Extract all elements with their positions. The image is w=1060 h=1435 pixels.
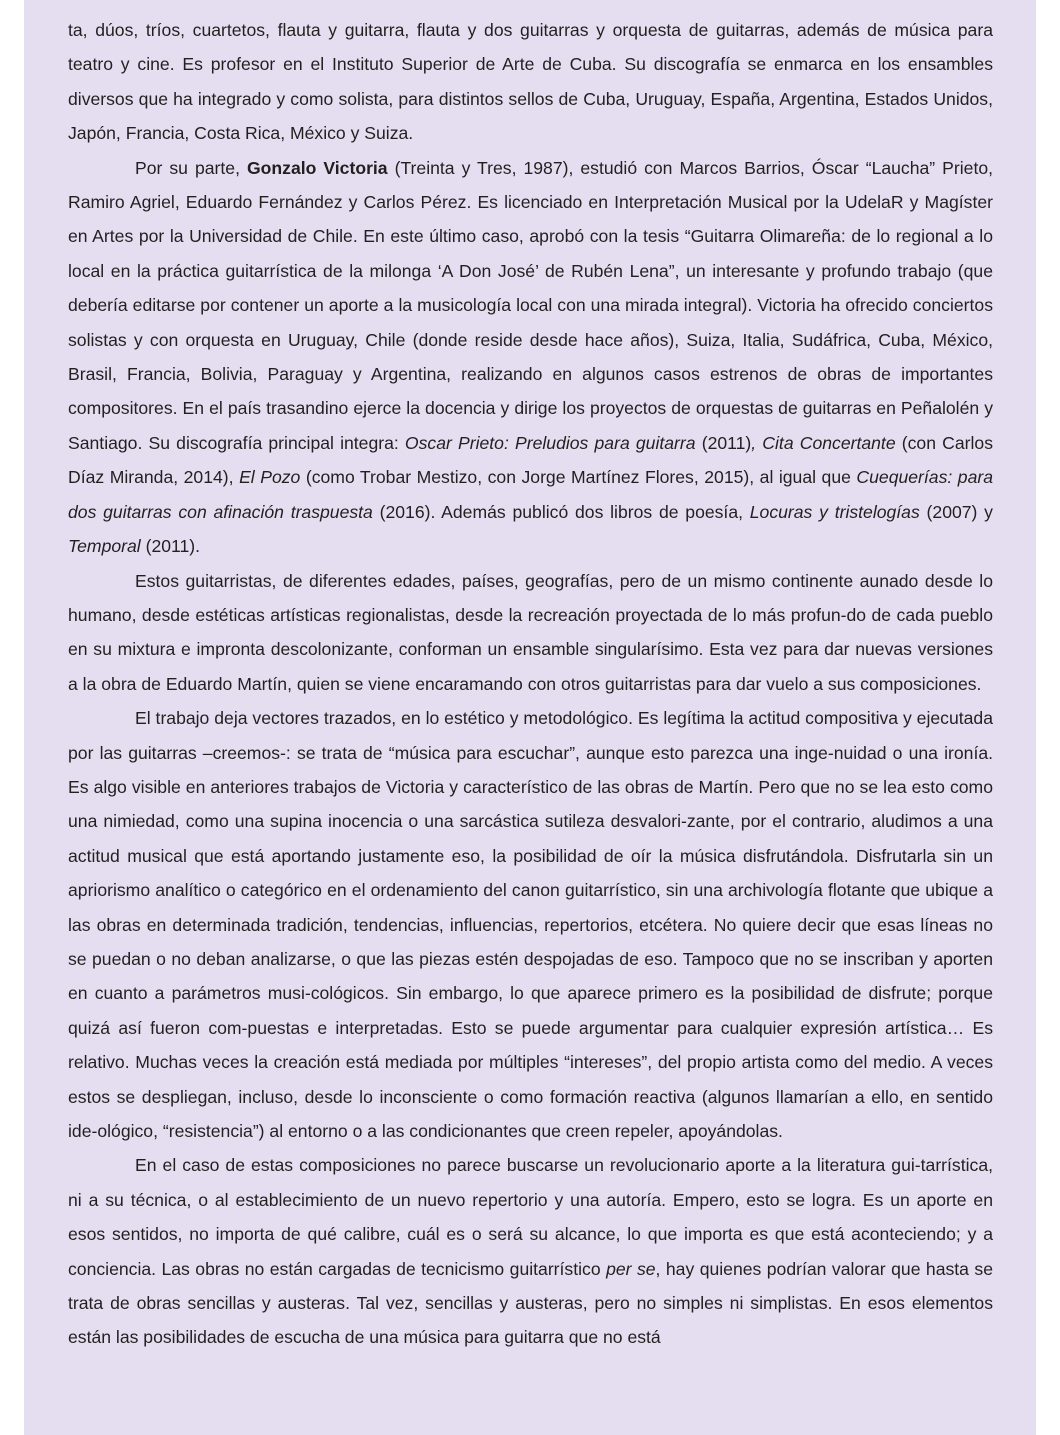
article-body: [68, 13, 993, 1355]
text-run: (Treinta y Tres, 1987), estudió con Marcos Barrios, Óscar “Laucha” Prieto, Ramiro Agriel, Eduardo Fernández y Carlos Pérez. Es licenciado en Interpretación Musical por la UdelaR y Magíster en Artes por la Universidad de Chile. En este último caso, aprobó con la tesis “Guitarra Olimareña: de lo regional a lo local en la práctica guitarrística de la milonga ‘A Don José’ de Rubén Lena”, un interesante y profundo trabajo (que debería editarse por contener un aporte a la musicología local con una mirada integral). Victoria ha ofrecido conciertos solistas y con orquesta en Uruguay, Chile (donde reside desde hace años), Suiza, Italia, Sudáfrica, Cuba, México, Brasil, Francia, Bolivia, Paraguay y Argentina, realizando en algunos casos estrenos de obras de importantes compositores. En el país trasandino ejerce la docencia y dirige los proyectos de orquestas de guitarras en Peñalolén y Santiago. Su discografía principal integra:: [68, 157, 993, 453]
italic-title: Locuras y tristelogías: [749, 501, 920, 522]
italic-title: Oscar Prieto: Preludios para guitarra: [404, 432, 696, 453]
text-run: (2011).: [140, 536, 201, 557]
text-run: Por su parte,: [135, 157, 247, 178]
text-run: (2016). Además publicó dos libros de poesía,: [372, 501, 750, 522]
paragraph: [68, 564, 993, 702]
paragraph: [68, 701, 993, 1148]
italic-title: El Pozo: [239, 467, 301, 488]
italic-title: per se: [606, 1258, 656, 1279]
italic-title: Temporal: [68, 536, 141, 557]
italic-title: , Cita Concertante: [751, 432, 896, 453]
text-run: , hay quienes podrían valorar que hasta se trata de obras sencillas y austeras. Tal vez, sencillas y austeras, pero no simples ni simplistas. En esos elementos están las posibilidades de escucha de una música para guitarra que no está: [68, 1258, 994, 1348]
text-run: En el caso de estas composiciones no parece buscarse un revolucionario aporte a la literatura gui-tarrística, ni a su técnica, o al establecimiento de un nuevo repertorio y una autoría. Empero, esto se logra. Es un aporte en esos sentidos, no importa de qué calibre, cuál es o será su alcance, lo que importa es que está aconteciendo; y a conciencia. Las obras no están cargadas de tecnicismo guitarrístico: [68, 1155, 993, 1279]
bold-name: Gonzalo Victoria: [246, 157, 388, 178]
text-run: (2007) y: [919, 501, 993, 522]
text-run: ta, dúos, tríos, cuartetos, flauta y guitarra, flauta y dos guitarras y orquesta de guitarras, además de música para teatro y cine. Es profesor en el Instituto Superior de Arte de Cuba. Su discografía se enmarca en los ensambles diversos que ha integrado y como solista, para distintos sellos de Cuba, Uruguay, España, Argentina, Estados Unidos, Japón, Francia, Costa Rica, México y Suiza.: [68, 20, 993, 144]
text-run: (con Carlos Díaz Miranda, 2014),: [68, 432, 993, 488]
paragraph: [68, 13, 993, 151]
text-run: El trabajo deja vectores trazados, en lo estético y metodológico. Es legítima la actitud compositiva y ejecutada por las guitarras –creemos-: se trata de “música para escuchar”, aunque esto parezca una inge-nuidad o una ironía. Es algo visible en anteriores trabajos de Victoria y característico de las obras de Martín. Pero que no se lea esto como una nimiedad, como una supina inocencia o una sarcástica sutileza desvalori-zante, por el contrario, aludimos a una actitud musical que está aportando justamente eso, la posibilidad de oír la música disfrutándola. Disfrutarla sin un apriorismo analítico o categórico en el ordenamiento del canon guitarrístico, sin una archivología flotante que ubique a las obras en determinada tradición, tendencias, influencias, repertorios, etcétera. No quiere decir que esas líneas no se puedan o no deban analizarse, o que las piezas estén despojadas de eso. Tampoco que no se inscriban y aporten en cuanto a parámetros musi-cológicos. Sin embargo, lo que aparece primero es la posibilidad de disfrute; porque quizá así fueron com-puestas e interpretadas. Esto se puede argumentar para cualquier expresión artística… Es relativo. Muchas veces la creación está mediada por múltiples “intereses”, del propio artista como del medio. A veces estos se despliegan, incluso, desde lo inconsciente o como formación reactiva (algunos llamarían a ello, en sentido ide-ológico, “resistencia”) al entorno o a las condicionantes que creen repeler, apoyándolas.: [68, 708, 993, 1141]
text-run: (como Trobar Mestizo, con Jorge Martínez Flores, 2015), al igual que: [300, 467, 857, 488]
italic-title: Cuequerías: para dos guitarras con afinación traspuesta: [68, 467, 993, 522]
text-run: Estos guitarristas, de diferentes edades, países, geografías, pero de un mismo continente aunado desde lo humano, desde estéticas artísticas regionalistas, desde la recreación proyectada de lo más profun-do de cada pueblo en su mixtura e impronta descolonizante, conforman un ensamble singularísimo. Esta vez para dar nuevas versiones a la obra de Eduardo Martín, quien se viene encaramando con otros guitarristas para dar vuelo a sus composiciones.: [68, 570, 993, 694]
paragraph: [68, 1148, 993, 1354]
text-run: (2011): [695, 432, 752, 453]
paragraph: [68, 151, 993, 564]
